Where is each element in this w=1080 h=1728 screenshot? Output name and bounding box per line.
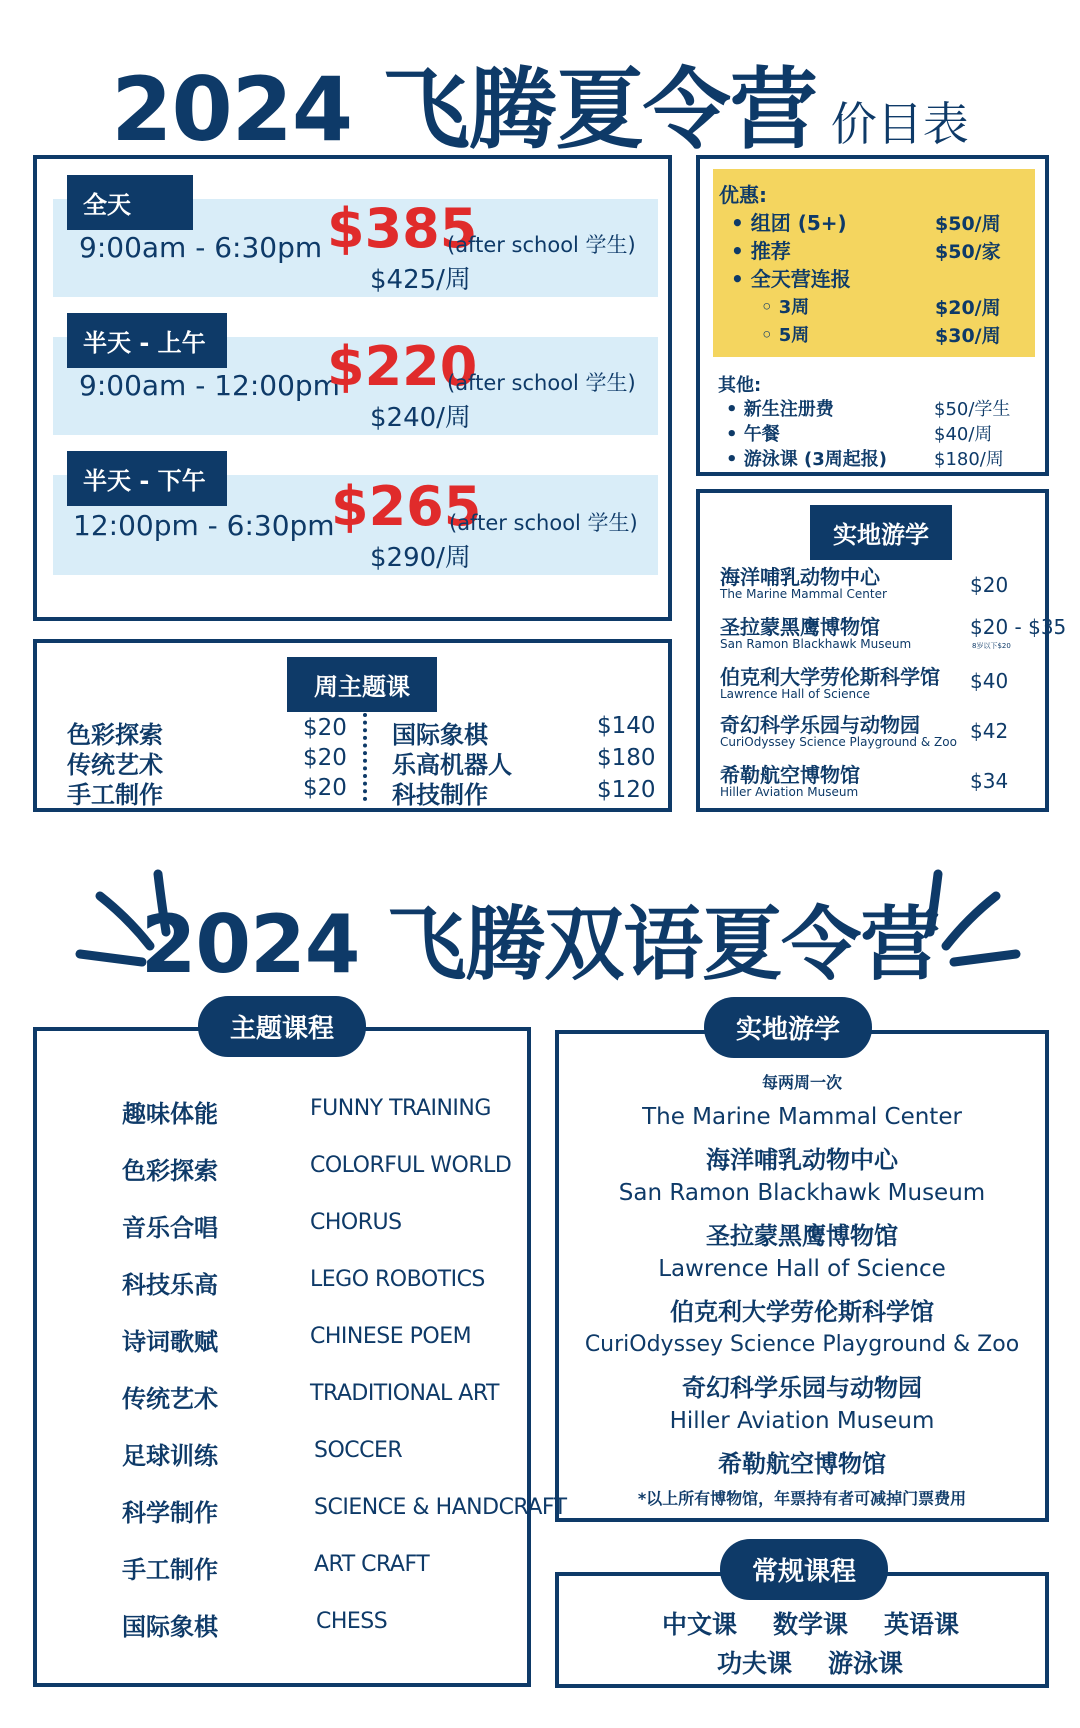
pricing-tag: 全天 [67,175,193,230]
weekly-theme-price: $20 [303,775,347,801]
discount-sub-value: $30/周 [935,325,1001,347]
discount-item: • 推荐 [731,239,791,263]
discount-text: 组团 (5+) [750,211,847,235]
pricing-time: 9:00am - 6:30pm [79,231,323,264]
theme-cn: 足球训练 [122,1442,218,1470]
field-trips-frequency: 每两周一次 [761,1073,842,1092]
other-value: $180/周 [934,449,1004,470]
page-title [0,40,1080,166]
theme-cn: 手工制作 [122,1556,218,1584]
trip-name-en: CuriOdyssey Science Playground & Zoo [720,735,957,749]
discounts-panel [696,155,1049,476]
trip-name-en: The Marine Mammal Center [720,587,887,601]
pricing-weekly: $425/周 [370,265,471,295]
discount-value: $50/周 [935,213,1001,235]
trip-name-en: San Ramon Blackhawk Museum [720,637,912,651]
discount-item: • 组团 (5+) [731,211,847,235]
pricing-note: (after school 学生) [449,511,638,535]
themes-panel [33,1027,531,1687]
other-item: • 游泳课 (3周起报) [726,449,888,470]
theme-en: ART CRAFT [314,1552,430,1577]
other-value: $50/学生 [934,399,1011,420]
discount-sub-text: 3周 [778,297,810,318]
theme-cn: 诗词歌赋 [122,1328,218,1356]
weekly-themes-panel [33,639,672,812]
other-item: • 午餐 [726,424,780,445]
trip-price: $20 - $35 [970,615,1067,639]
theme-cn: 科技乐高 [122,1271,218,1299]
weekly-theme-price: $180 [597,745,656,771]
discount-text: 推荐 [750,239,791,263]
other-text: 午餐 [743,424,780,445]
discount-sub-item: ◦ 5周 [761,325,810,346]
pricing-weekly: $290/周 [370,543,471,573]
theme-cn: 传统艺术 [122,1385,218,1413]
field-trip-line-cn: 圣拉蒙黑鹰博物馆 [706,1222,898,1250]
field-trip-line-en: Lawrence Hall of Science [658,1256,946,1282]
field-trips-price-title: 实地游学 [810,505,952,560]
discount-sub-item: ◦ 3周 [761,297,810,318]
other-label: 其他: [718,375,762,396]
theme-en: SOCCER [314,1438,403,1463]
theme-cn: 科学制作 [122,1499,218,1527]
trip-price-note: 8岁以下$20 [972,642,1011,650]
pricing-panel [33,155,672,621]
pricing-price: $265 [331,475,482,538]
pricing-weekly: $240/周 [370,403,471,433]
discount-item: • 全天营连报 [731,267,851,291]
trip-name-en: Lawrence Hall of Science [720,687,871,701]
pricing-price: $385 [327,197,478,260]
discount-text: 全天营连报 [750,267,851,291]
theme-en: COLORFUL WORLD [310,1153,512,1178]
trip-name: 伯克利大学劳伦斯科学馆 [720,665,940,689]
weekly-theme-price: $20 [303,715,347,741]
discounts-highlight [713,169,1035,357]
field-trip-line-en: San Ramon Blackhawk Museum [618,1180,986,1206]
weekly-theme-name: 色彩探索 [67,721,163,749]
pricing-note: (after school 学生) [447,233,636,257]
discounts-label: 优惠: [719,183,767,207]
theme-en: CHINESE POEM [310,1324,472,1349]
regular-class: 游泳课 [828,1649,904,1678]
other-text: 新生注册费 [743,399,834,420]
field-trips-title: 实地游学 [704,997,872,1058]
trip-name: 海洋哺乳动物中心 [720,565,880,589]
weekly-theme-name: 传统艺术 [67,751,163,779]
theme-en: SCIENCE & HANDCRAFT [314,1495,567,1520]
trip-price: $42 [970,719,1009,743]
themes-title: 主题课程 [198,996,366,1057]
weekly-theme-name: 国际象棋 [392,721,488,749]
theme-cn: 色彩探索 [122,1157,218,1185]
trip-name: 希勒航空博物馆 [720,763,860,787]
pricing-note: (after school 学生) [447,371,636,395]
field-trips-price-panel [696,489,1067,812]
pricing-time: 9:00am - 12:00pm [79,369,340,402]
trip-name-en: Hiller Aviation Museum [720,785,859,799]
pricing-tag: 半天 - 下午 [67,451,227,506]
field-trip-line-cn: 希勒航空博物馆 [718,1450,886,1478]
theme-cn: 国际象棋 [122,1613,218,1641]
theme-en: CHORUS [310,1210,402,1235]
regular-class: 中文课 [662,1610,738,1639]
weekly-themes-title: 周主题课 [287,657,437,712]
field-trip-line-cn: 海洋哺乳动物中心 [706,1146,898,1174]
theme-en: LEGO ROBOTICS [310,1267,485,1292]
regular-class: 英语课 [884,1610,960,1639]
other-value: $40/周 [934,424,993,445]
weekly-theme-price: $20 [303,745,347,771]
pricing-time: 12:00pm - 6:30pm [73,509,335,542]
trip-price: $40 [970,669,1009,693]
field-trip-line-en: CuriOdyssey Science Playground & Zoo [584,1332,1020,1357]
weekly-theme-price: $140 [597,713,656,739]
trip-name: 奇幻科学乐园与动物园 [720,713,920,737]
trip-name: 圣拉蒙黑鹰博物馆 [720,615,880,639]
trip-price: $34 [970,769,1009,793]
discount-value: $50/家 [935,241,1001,263]
page-title-sub: 价目表 [830,97,969,151]
field-trip-line-en: Hiller Aviation Museum [669,1408,935,1434]
discount-sub-value: $20/周 [935,297,1001,319]
field-trips-panel [555,1030,1049,1522]
field-trip-line-en: The Marine Mammal Center [642,1104,962,1130]
other-text: 游泳课 (3周起报) [743,449,888,470]
theme-en: FUNNY TRAINING [310,1096,491,1121]
theme-cn: 趣味体能 [122,1100,218,1128]
theme-en: TRADITIONAL ART [310,1381,499,1406]
weekly-theme-name: 乐高机器人 [392,751,512,779]
page-title-main: 2024 飞腾夏令营 [111,58,817,161]
pricing-tag: 半天 - 上午 [67,313,227,368]
other-item: • 新生注册费 [726,399,834,420]
regular-class: 数学课 [773,1610,849,1639]
regular-classes-title: 常规课程 [720,1539,888,1600]
pricing-price: $220 [327,335,478,398]
theme-cn: 音乐合唱 [122,1214,218,1242]
discount-sub-text: 5周 [778,325,810,346]
theme-en: CHESS [316,1609,388,1634]
regular-class: 功夫课 [717,1649,793,1678]
field-trip-line-cn: 伯克利大学劳伦斯科学馆 [670,1298,934,1326]
field-trips-note: *以上所有博物馆，年票持有者可减掉门票费用 [637,1489,967,1508]
weekly-theme-name: 科技制作 [392,781,488,809]
weekly-theme-name: 手工制作 [67,781,163,809]
trip-price: $20 [970,573,1009,597]
bilingual-camp-title: 2024 飞腾双语夏令营 [140,898,940,991]
field-trip-line-cn: 奇幻科学乐园与动物园 [682,1374,922,1402]
weekly-theme-price: $120 [597,777,656,803]
dotted-divider [363,713,367,801]
